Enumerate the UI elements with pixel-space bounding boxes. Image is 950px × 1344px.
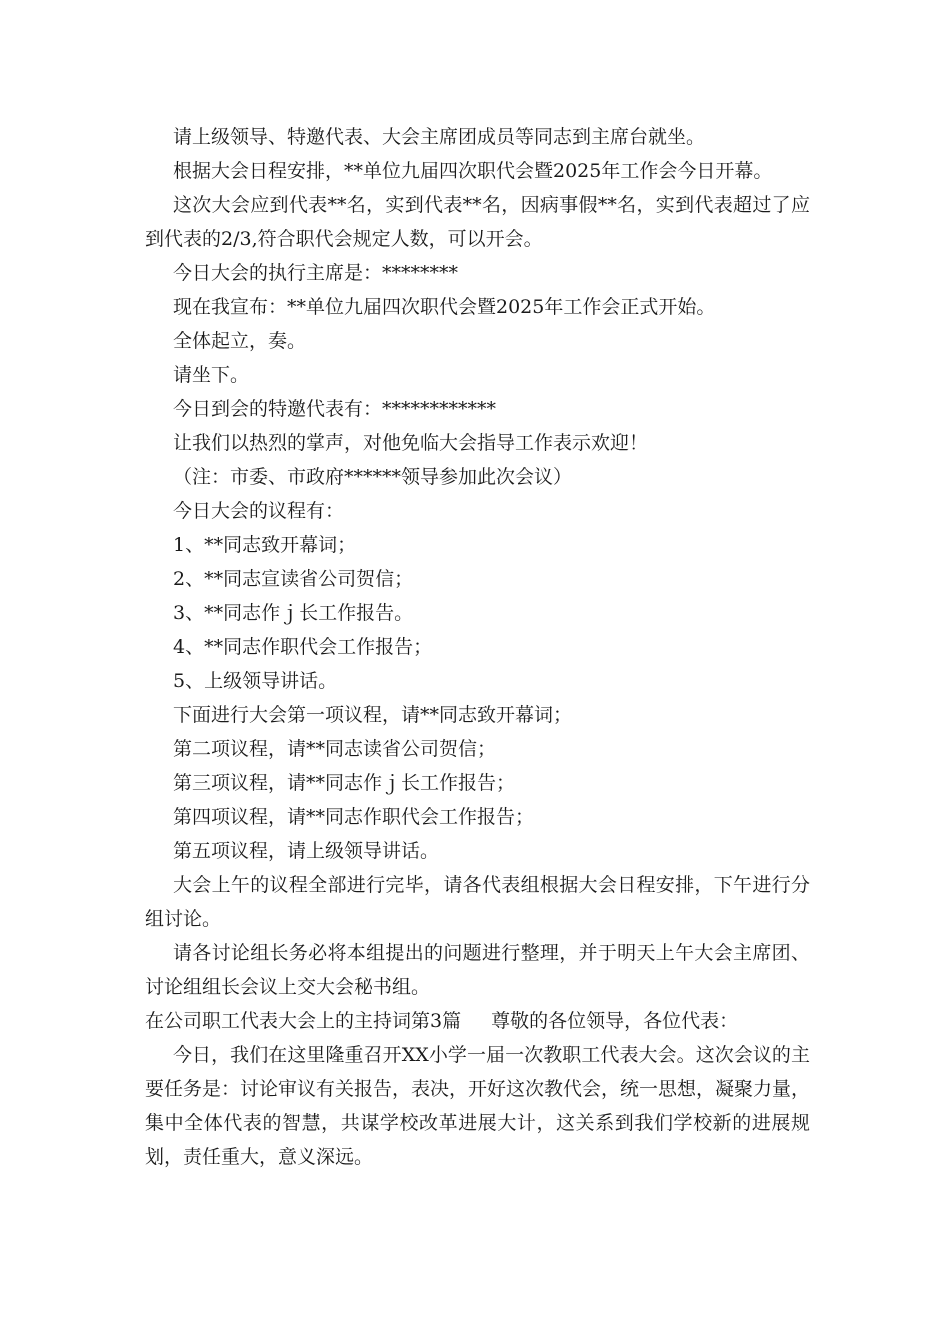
paragraph: 第五项议程，请上级领导讲话。 bbox=[173, 840, 440, 862]
paragraph-note: （注：市委、市政府******领导参加此次会议） bbox=[173, 466, 573, 488]
document-body bbox=[145, 120, 810, 1174]
paragraph: 根据大会日程安排，**单位九届四次职代会暨2025年工作会今日开幕。 bbox=[173, 160, 773, 182]
agenda-item: 2、**同志宣读省公司贺信； bbox=[173, 568, 414, 590]
paragraph: 第三项议程，请**同志作ｊ长工作报告； bbox=[173, 772, 516, 794]
agenda-item: 5、上级领导讲话。 bbox=[173, 670, 338, 692]
closing-paragraph: 今日，我们在这里隆重召开XX小学一届一次教职工代表大会。这次会议的主要任务是：讨论审议有关报告，表决，开好这次教代会，统一思想，凝聚力量，集中全体代表的智慧，共谋学校改革进展大计，这关系到我们学校新的进展规划，责任重大，意义深远。 bbox=[145, 1044, 811, 1168]
paragraph: 全体起立，奏。 bbox=[173, 330, 307, 352]
greeting: 尊敬的各位领导，各位代表： bbox=[491, 1010, 739, 1032]
agenda-item: 3、**同志作ｊ长工作报告。 bbox=[173, 602, 414, 624]
paragraph: 请各讨论组长务必将本组提出的问题进行整理，并于明天上午大会主席团、讨论组组长会议上交大会秘书组。 bbox=[145, 942, 810, 998]
paragraph: 请上级领导、特邀代表、大会主席团成员等同志到主席台就坐。 bbox=[173, 126, 706, 148]
section-heading bbox=[145, 1004, 810, 1038]
paragraph: 这次大会应到代表**名，实到代表**名，因病事假**名，实到代表超过了应到代表的2/3,符合职代会规定人数，可以开会。 bbox=[145, 194, 810, 250]
paragraph: 大会上午的议程全部进行完毕，请各代表组根据大会日程安排，下午进行分组讨论。 bbox=[145, 874, 810, 930]
paragraph: 今日大会的议程有： bbox=[173, 500, 345, 522]
paragraph: 第二项议程，请**同志读省公司贺信； bbox=[173, 738, 497, 760]
paragraph: 第四项议程，请**同志作职代会工作报告； bbox=[173, 806, 535, 828]
paragraph: 下面进行大会第一项议程，请**同志致开幕词； bbox=[173, 704, 573, 726]
agenda-item: 1、**同志致开幕词； bbox=[173, 534, 357, 556]
agenda-item: 4、**同志作职代会工作报告； bbox=[173, 636, 433, 658]
paragraph: 请坐下。 bbox=[173, 364, 250, 386]
paragraph: 让我们以热烈的掌声，对他免临大会指导工作表示欢迎！ bbox=[173, 432, 649, 454]
paragraph: 今日到会的特邀代表有：************ bbox=[173, 398, 497, 420]
section-title: 在公司职工代表大会上的主持词第3篇 bbox=[145, 1010, 462, 1032]
paragraph: 今日大会的执行主席是：******** bbox=[173, 262, 459, 284]
paragraph: 现在我宣布：**单位九届四次职代会暨2025年工作会正式开始。 bbox=[173, 296, 716, 318]
